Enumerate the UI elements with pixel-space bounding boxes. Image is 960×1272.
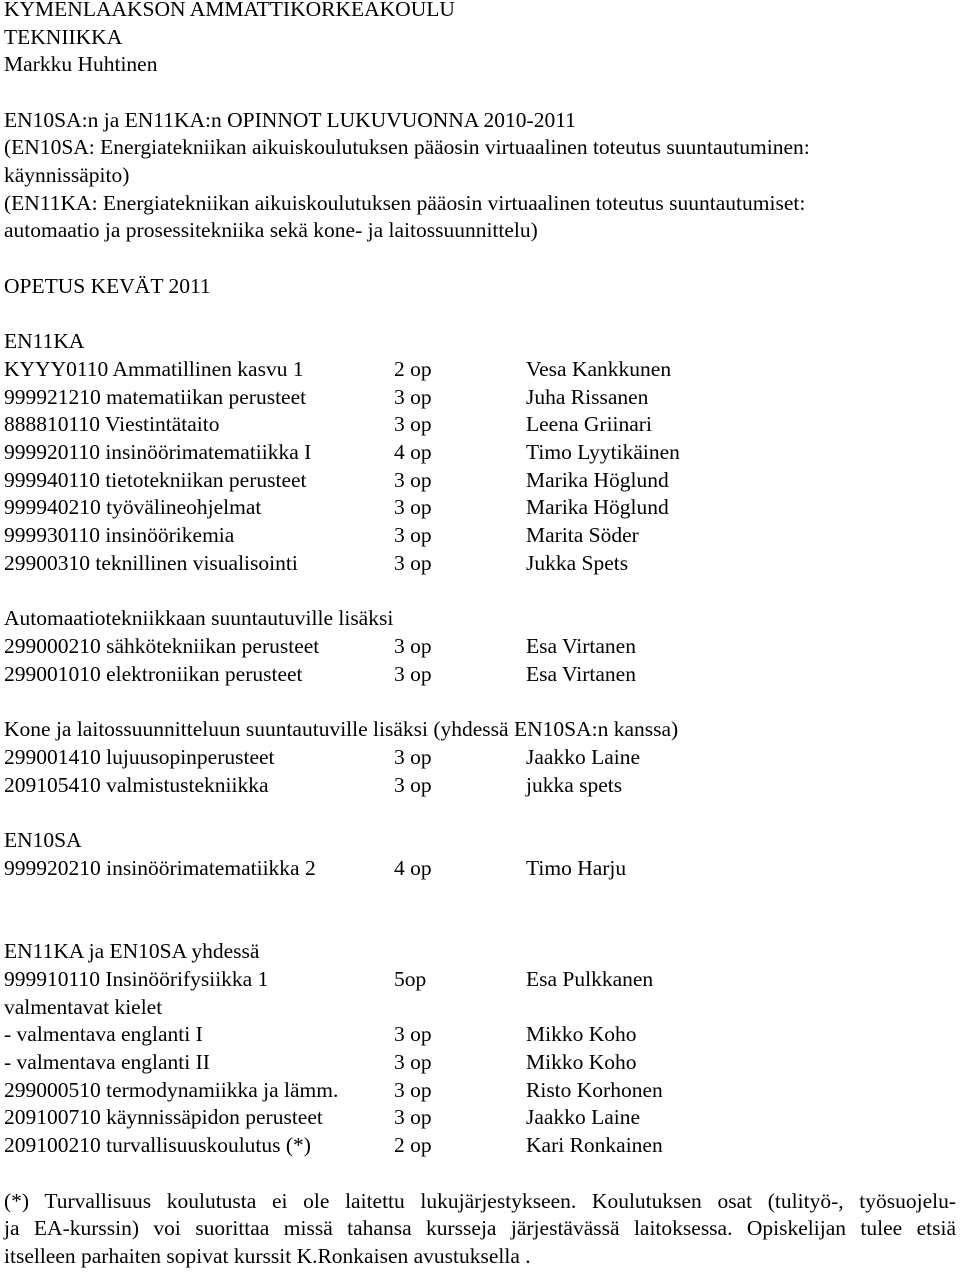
course-name: 209100210 turvallisuuskoulutus (*) [4, 1133, 311, 1157]
department-name: TEKNIIKKA [4, 25, 123, 49]
course-row [4, 494, 954, 520]
course-credits: 4 op [394, 856, 432, 880]
course-teacher: Jukka Spets [526, 551, 629, 575]
course-teacher: Esa Virtanen [526, 662, 636, 686]
course-row [4, 633, 954, 659]
course-credits: 3 op [394, 634, 432, 658]
course-credits: 3 op [394, 1050, 432, 1074]
course-name: valmentavat kielet [4, 995, 163, 1019]
course-row [4, 411, 954, 437]
course-row [4, 855, 954, 881]
course-row [4, 439, 954, 465]
en10sa-description-line1: (EN10SA: Energiatekniikan aikuiskoulutuksen pääosin virtuaalinen toteutus suuntautuminen: [4, 135, 810, 159]
course-name: 999920210 insinöörimatematiikka 2 [4, 856, 316, 880]
course-name: 888810110 Viestintätaito [4, 412, 220, 436]
en10sa-description-line2: käynnissäpito) [4, 163, 130, 187]
course-credits: 3 op [394, 551, 432, 575]
course-name: 999940210 työvälineohjelmat [4, 495, 262, 519]
course-teacher: jukka spets [526, 773, 623, 797]
course-teacher: Kari Ronkainen [526, 1133, 663, 1157]
course-credits: 2 op [394, 1133, 432, 1157]
course-name: 999940110 tietotekniikan perusteet [4, 468, 307, 492]
course-name: - valmentava englanti I [4, 1022, 203, 1046]
footnote-line1: (*) Turvallisuus koulutusta ei ole laitettu lukujärjestykseen. Koulutuksen osat (tulityö-, työsuojelu- [4, 1189, 956, 1213]
section-heading: EN11KA ja EN10SA yhdessä [4, 939, 260, 963]
course-credits: 3 op [394, 495, 432, 519]
school-name: KYMENLAAKSON AMMATTIKORKEAKOULU [4, 0, 455, 21]
course-name: 999920110 insinöörimatematiikka I [4, 440, 312, 464]
course-teacher: Marika Höglund [526, 495, 669, 519]
course-row [4, 744, 954, 770]
course-row [4, 994, 954, 1020]
course-credits: 3 op [394, 745, 432, 769]
course-row [4, 550, 954, 576]
course-teacher: Esa Virtanen [526, 634, 636, 658]
course-row [4, 1077, 954, 1103]
section-heading: EN10SA [4, 828, 82, 852]
course-teacher: Timo Harju [526, 856, 627, 880]
course-name: KYYY0110 Ammatillinen kasvu 1 [4, 357, 304, 381]
course-row [4, 966, 954, 992]
course-name: 299000210 sähkötekniikan perusteet [4, 634, 320, 658]
course-row [4, 384, 954, 410]
course-credits: 3 op [394, 468, 432, 492]
section-heading: EN11KA [4, 329, 85, 353]
footnote-line3: itselleen parhaiten sopivat kurssit K.Ronkaisen avustuksella . [4, 1244, 531, 1268]
course-teacher: Timo Lyytikäinen [526, 440, 680, 464]
footnote-line2: ja EA-kurssin) voi suorittaa missä tahansa kursseja järjestävässä laitoksessa. Opiskelijan tulee etsiä [4, 1216, 956, 1240]
course-name: 299001010 elektroniikan perusteet [4, 662, 303, 686]
course-credits: 3 op [394, 662, 432, 686]
course-row [4, 522, 954, 548]
course-name: 299000510 termodynamiikka ja lämm. [4, 1078, 339, 1102]
course-credits: 3 op [394, 523, 432, 547]
course-credits: 5op [394, 967, 427, 991]
course-name: 299001410 lujuusopinperusteet [4, 745, 275, 769]
course-teacher: Jaakko Laine [526, 1105, 641, 1129]
document-title: EN10SA:n ja EN11KA:n OPINNOT LUKUVUONNA 2010-2011 [4, 108, 576, 132]
course-teacher: Vesa Kankkunen [526, 357, 672, 381]
course-credits: 4 op [394, 440, 432, 464]
course-name: 999921210 matematiikan perusteet [4, 385, 307, 409]
section-heading: Kone ja laitossuunnitteluun suuntautuville lisäksi (yhdessä EN10SA:n kanssa) [4, 717, 679, 741]
course-teacher: Juha Rissanen [526, 385, 649, 409]
course-name: 209105410 valmistustekniikka [4, 773, 269, 797]
course-teacher: Esa Pulkkanen [526, 967, 654, 991]
course-credits: 3 op [394, 1105, 432, 1129]
course-row [4, 661, 954, 687]
course-name: 999910110 Insinöörifysiikka 1 [4, 967, 269, 991]
course-credits: 3 op [394, 1022, 432, 1046]
course-teacher: Mikko Koho [526, 1050, 637, 1074]
course-row [4, 1104, 954, 1130]
course-row [4, 1021, 954, 1047]
course-credits: 2 op [394, 357, 432, 381]
course-teacher: Leena Griinari [526, 412, 652, 436]
course-credits: 3 op [394, 385, 432, 409]
course-credits: 3 op [394, 773, 432, 797]
course-name: 29900310 teknillinen visualisointi [4, 551, 298, 575]
course-row [4, 1049, 954, 1075]
author-name: Markku Huhtinen [4, 52, 158, 76]
course-teacher: Marika Höglund [526, 468, 669, 492]
course-name: 209100710 käynnissäpidon perusteet [4, 1105, 323, 1129]
course-credits: 3 op [394, 412, 432, 436]
course-teacher: Risto Korhonen [526, 1078, 663, 1102]
course-name: - valmentava englanti II [4, 1050, 210, 1074]
course-teacher: Marita Söder [526, 523, 639, 547]
course-row [4, 356, 954, 382]
course-teacher: Mikko Koho [526, 1022, 637, 1046]
course-row [4, 467, 954, 493]
course-name: 999930110 insinöörikemia [4, 523, 235, 547]
teaching-title: OPETUS KEVÄT 2011 [4, 274, 211, 298]
course-row [4, 1132, 954, 1158]
en11ka-description-line1: (EN11KA: Energiatekniikan aikuiskoulutuksen pääosin virtuaalinen toteutus suuntautumiset: [4, 191, 806, 215]
course-row [4, 772, 954, 798]
course-teacher: Jaakko Laine [526, 745, 641, 769]
en11ka-description-line2: automaatio ja prosessitekniika sekä kone- ja laitossuunnittelu) [4, 218, 538, 242]
section-heading: Automaatiotekniikkaan suuntautuville lisäksi [4, 606, 394, 630]
course-credits: 3 op [394, 1078, 432, 1102]
